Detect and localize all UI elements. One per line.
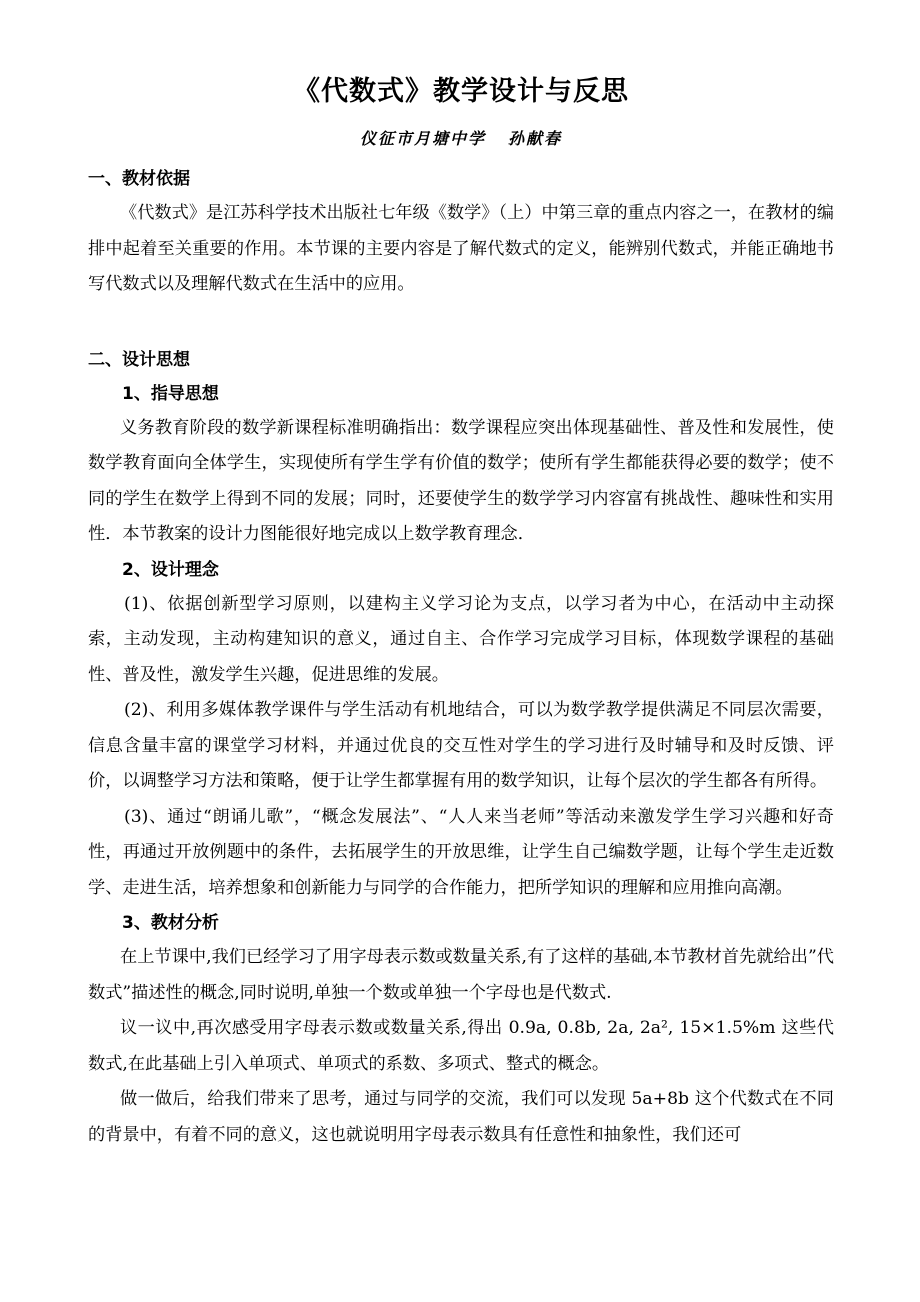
section-heading-1: 一、教材依据 [88,169,190,189]
paragraph: 做一做后，给我们带来了思考，通过与同学的交流，我们可以发现 5a+8b 这个代数式在不同的背景中，有着不同的意义，这也就说明用字母表示数具有任意性和抽象性，我们还可 [88,1089,834,1145]
paragraph: (1)、依据创新型学习原则，以建构主义学习论为支点，以学习者为中心，在活动中主动探索，主动发现，主动构建知识的意义，通过自主、合作学习完成学习目标，体现数学课程的基础性、普及性，激发学生兴趣，促进思维的发展。 [88,593,834,685]
document-title: 《代数式》教学设计与反思 [293,76,629,107]
subsection-heading-3: 3、教材分析 [122,913,219,933]
author-line [88,126,834,152]
author-school: 仪征市月塘中学 [359,129,486,148]
paragraph: 《代数式》是江苏科学技术出版社七年级《数学》（上）中第三章的重点内容之一，在教材的编排中起着至关重要的作用。本节课的主要内容是了解代数式的定义，能辨别代数式，并能正确地书写代数式以及理解代数式在生活中的应用。 [88,203,834,294]
author-name: 孙献春 [508,129,563,148]
paragraph: 议一议中,再次感受用字母表示数或数量关系,得出 0.9a, 0.8b, 2a, 2a², 15×1.5%m 这些代数式,在此基础上引入单项式、单项式的系数、多项式、整式的概念。 [88,1018,834,1074]
section-heading-2: 二、设计思想 [88,349,190,370]
paragraph: (2)、利用多媒体教学课件与学生活动有机地结合，可以为数学教学提供满足不同层次需要，信息含量丰富的课堂学习材料，并通过优良的交互性对学生的学习进行及时辅导和及时反馈、评价，以调整学习方法和策略，便于让学生都掌握有用的数学知识，让每个层次的学生都各有所得。 [88,700,834,791]
paragraph: (3)、通过“朗诵儿歌”，“概念发展法”、“人人来当老师”等活动来激发学生学习兴趣和好奇性，再通过开放例题中的条件，去拓展学生的开放思维，让学生自己编数学题，让每个学生走近数学、走进生活，培养想象和创新能力与同学的合作能力，把所学知识的理解和应用推向高潮。 [88,806,834,898]
subsection-heading-1: 1、指导思想 [122,383,219,404]
paragraph: 义务教育阶段的数学新课程标准明确指出：数学课程应突出体现基础性、普及性和发展性，使数学教育面向全体学生，实现使所有学生学有价值的数学；使所有学生都能获得必要的数学；使不同的学生在数学上得到不同的发展；同时，还要使学生的数学学习内容富有挑战性、趣味性和实用性．本节教案的设计力图能很好地完成以上数学教育理念． [88,417,834,544]
paragraph: 在上节课中,我们已经学习了用字母表示数或数量关系,有了这样的基础,本节教材首先就给出”代数式”描述性的概念,同时说明,单独一个数或单独一个字母也是代数式. [88,947,834,1003]
subsection-heading-2: 2、设计理念 [122,559,219,580]
section-spacer [88,303,834,343]
